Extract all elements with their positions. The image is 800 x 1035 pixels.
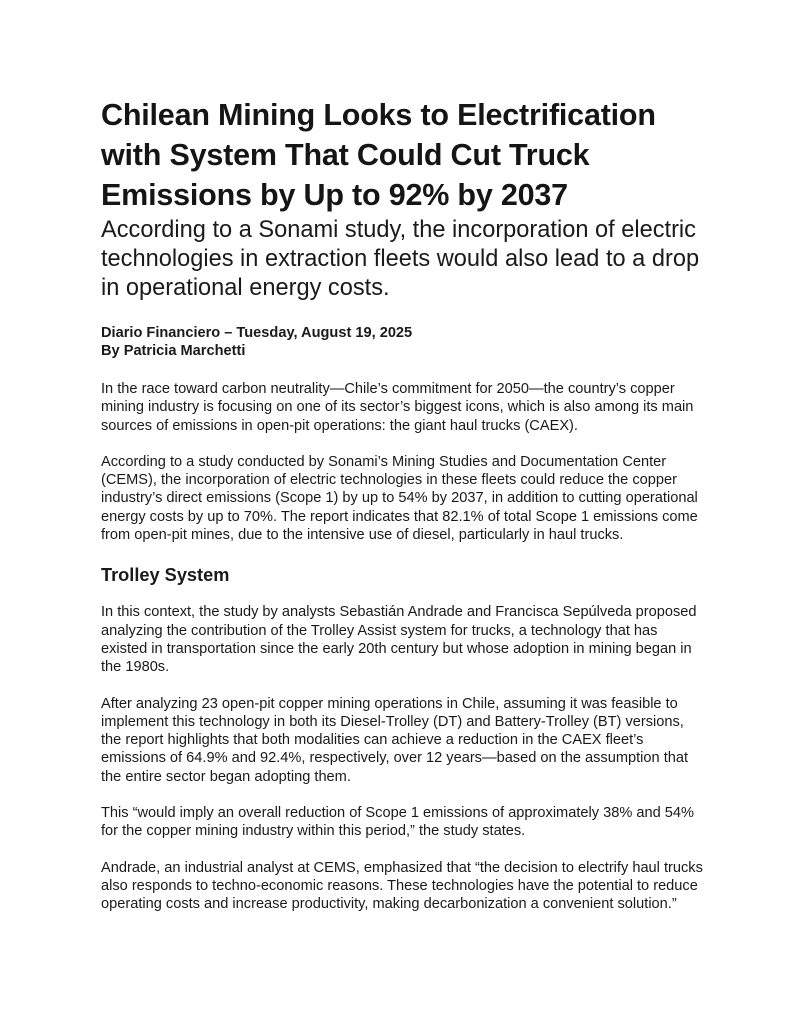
subheadline: According to a Sonami study, the incorporation of electric technologies in extraction fleets would also lead to a drop in operational energy costs. (101, 217, 700, 301)
body-paragraph: According to a study conducted by Sonami’s Mining Studies and Documentation Center (CEMS), the incorporation of electric technologies in these fleets could reduce the copper industry’s direct emissions (Scope 1) by up to 54% by 2037, in addition to cutting operational energy costs by up to 70%. The report indicates that 82.1% of total Scope 1 emissions come from open-pit mines, due to the intensive use of diesel, particularly in haul trucks. (101, 453, 698, 544)
body-paragraph: After analyzing 23 open-pit copper mining operations in Chile, assuming it was feasible to implement this technology in both its Diesel-Trolley (DT) and Battery-Trolley (BT) versions, the report highlights that both modalities can achieve a reduction in the CAEX fleet’s emissions of 64.9% and 92.4%, respectively, over 12 years—based on the assumption that the entire sector began adopting them. (101, 695, 689, 785)
byline (101, 324, 704, 360)
author-line: By Patricia Marchetti (101, 343, 246, 359)
body-paragraph: Andrade, an industrial analyst at CEMS, emphasized that “the decision to electrify haul trucks also responds to techno-economic reasons. These technologies have the potential to reduce operating costs and increase productivity, making decarbonization a convenient solution.” (101, 859, 703, 913)
body-paragraph: In this context, the study by analysts Sebastián Andrade and Francisca Sepúlveda proposed analyzing the contribution of the Trolley Assist system for trucks, a technology that has existed in transportation since the early 20th century but whose adoption in mining began in the 1980s. (101, 604, 697, 676)
body-paragraph: This “would imply an overall reduction of Scope 1 emissions of approximately 38% and 54% for the copper mining industry within this period,” the study states. (101, 805, 694, 840)
body-paragraph: In the race toward carbon neutrality—Chile’s commitment for 2050—the country’s copper mining industry is focusing on one of its sector’s biggest icons, which is also among its main sources of emissions in open-pit operations: the giant haul trucks (CAEX). (101, 381, 694, 434)
section-title: Trolley System (101, 565, 230, 586)
source-line: Diario Financiero – Tuesday, August 19, 2025 (101, 325, 413, 341)
headline: Chilean Mining Looks to Electrification with System That Could Cut Truck Emissions by Up to 92% by 2037 (101, 98, 656, 212)
